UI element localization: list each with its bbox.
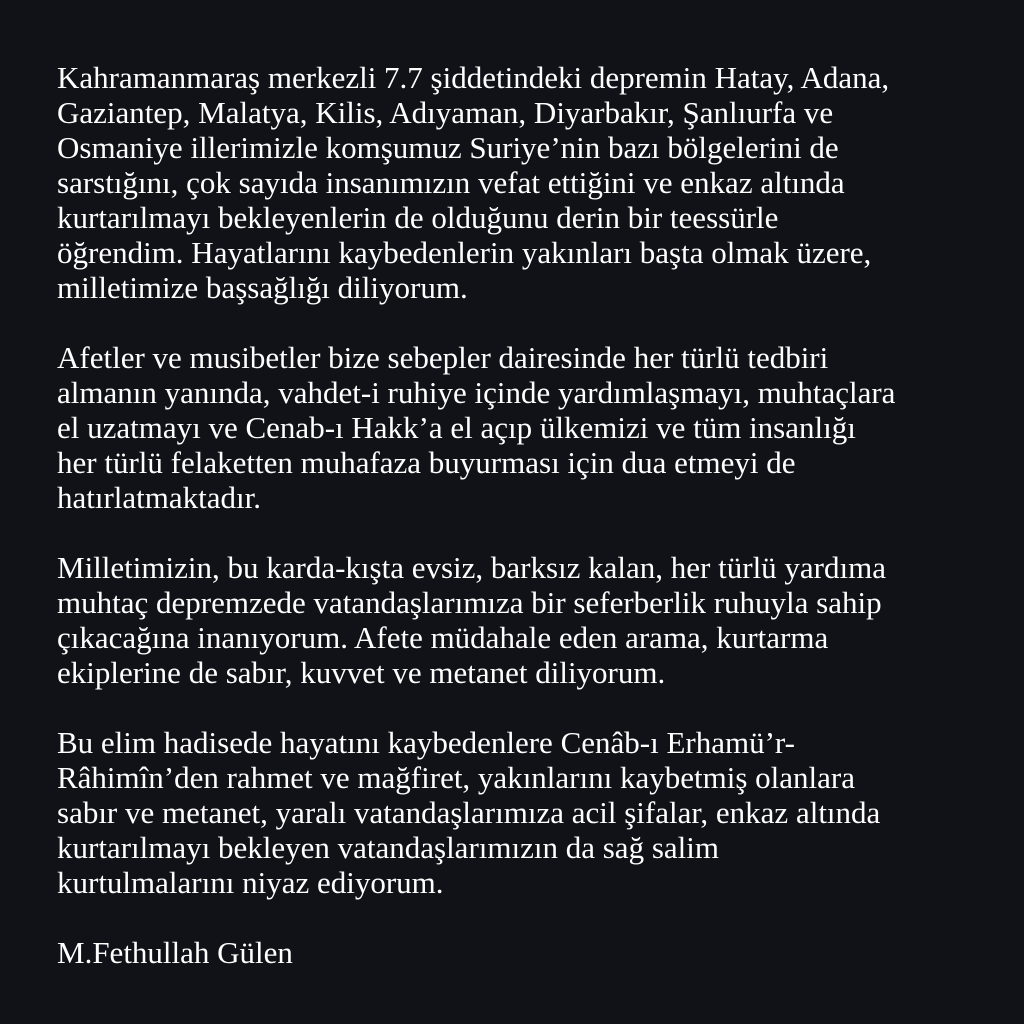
paragraph-4 [57,725,984,900]
text-line: milletimize başsağlığı diliyorum. [57,270,468,305]
text-line: Kahramanmaraş merkezli 7.7 şiddetindeki depremin Hatay, Adana, [57,60,890,95]
text-line: kurtulmalarını niyaz ediyorum. [57,865,444,900]
text-line: öğrendim. Hayatlarını kaybedenlerin yakınları başta olmak üzere, [57,235,872,270]
text-line: almanın yanında, vahdet-i ruhiye içinde yardımlaşmayı, muhtaçlara [57,375,896,410]
text-line: el uzatmayı ve Cenab-ı Hakk’a el açıp ülkemizi ve tüm insanlığı [57,410,856,445]
text-line: kurtarılmayı bekleyenlerin de olduğunu derin bir teessürle [57,200,779,235]
text-line: kurtarılmayı bekleyen vatandaşlarımızın da sağ salim [57,830,719,865]
text-line: Milletimizin, bu karda-kışta evsiz, barksız kalan, her türlü yardıma [57,550,886,585]
text-line: Râhimîn’den rahmet ve mağfiret, yakınlarını kaybetmiş olanlara [57,760,855,795]
text-line: Afetler ve musibetler bize sebepler dairesinde her türlü tedbiri [57,340,829,375]
text-line: ekiplerine de sabır, kuvvet ve metanet diliyorum. [57,655,666,690]
paragraph-1 [57,60,984,305]
text-line: her türlü felaketten muhafaza buyurması için dua etmeyi de [57,445,796,480]
text-line: Bu elim hadisede hayatını kaybedenlere Cenâb-ı Erhamü’r- [57,725,795,760]
paragraph-3 [57,550,984,690]
text-line: Gaziantep, Malatya, Kilis, Adıyaman, Diyarbakır, Şanlıurfa ve [57,95,834,130]
text-line: muhtaç depremzede vatandaşlarımıza bir seferberlik ruhuyla sahip [57,585,882,620]
paragraph-2 [57,340,984,515]
signature: M.Fethullah Gülen [57,935,293,970]
text-line: Osmaniye illerimizle komşumuz Suriye’nin bazı bölgelerini de [57,130,839,165]
text-line: çıkacağına inanıyorum. Afete müdahale eden arama, kurtarma [57,620,829,655]
text-line: sabır ve metanet, yaralı vatandaşlarımıza acil şifalar, enkaz altında [57,795,881,830]
text-line: hatırlatmaktadır. [57,480,262,515]
text-line: sarstığını, çok sayıda insanımızın vefat ettiğini ve enkaz altında [57,165,845,200]
